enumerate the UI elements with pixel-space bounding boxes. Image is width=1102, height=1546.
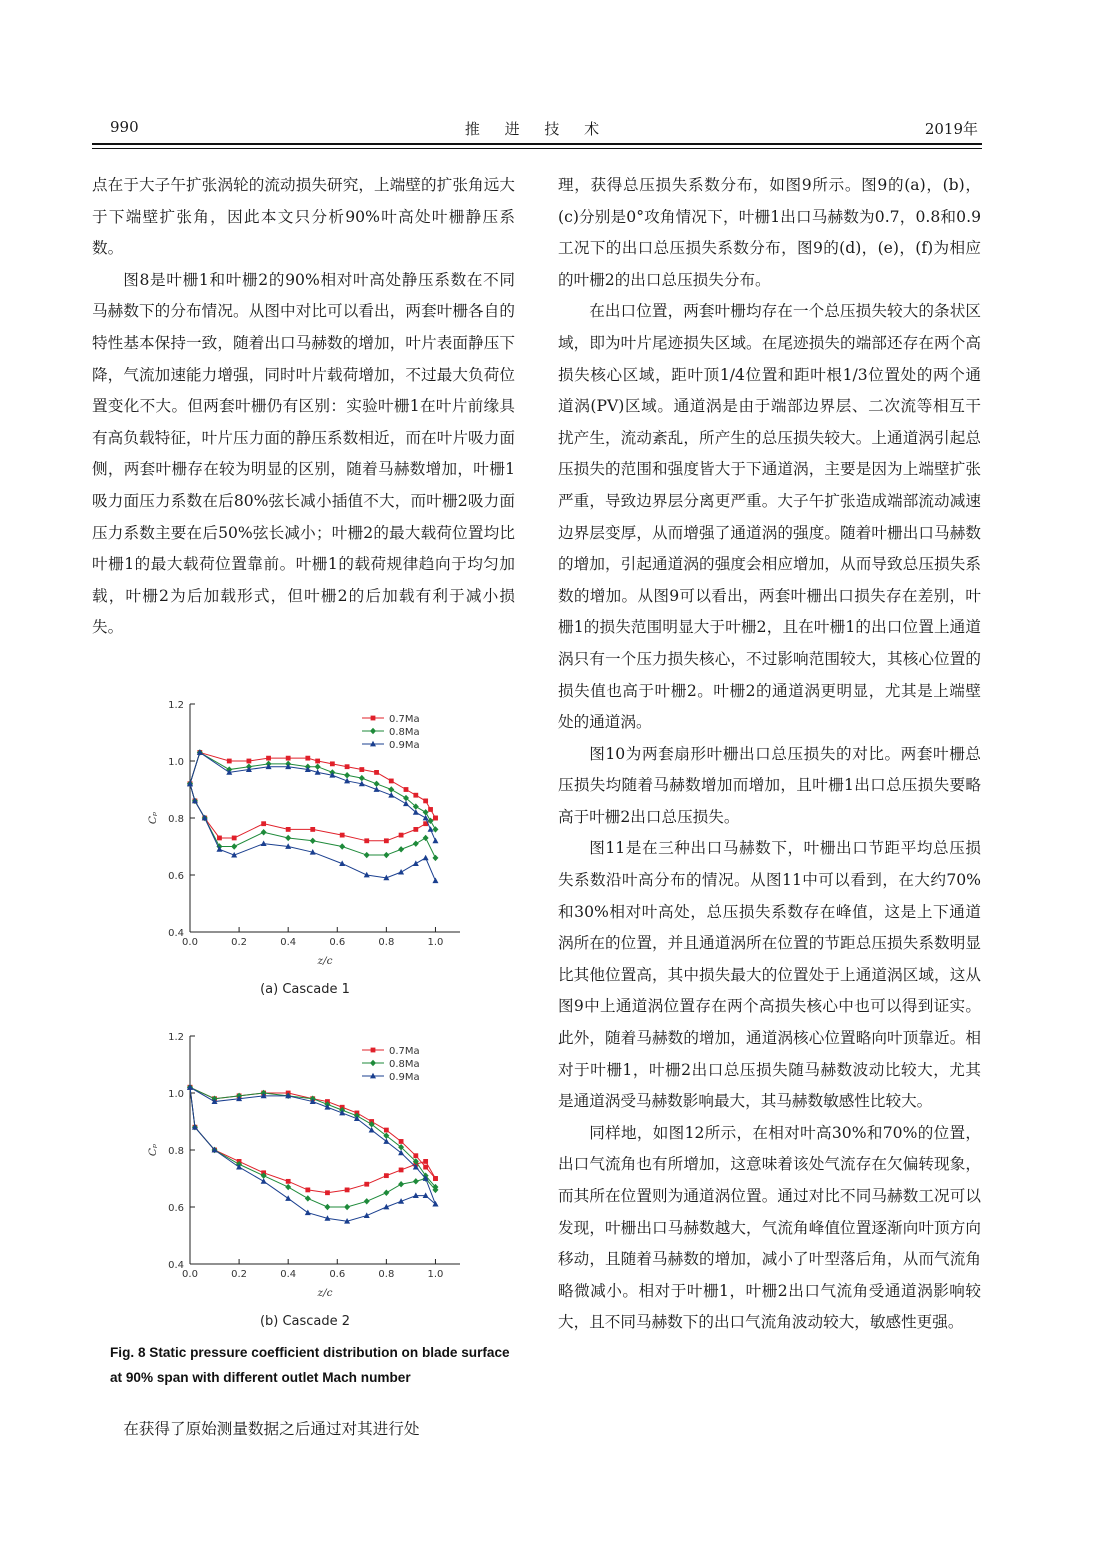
chart-a-series-2-point bbox=[374, 781, 380, 787]
chart-a-series-1-point bbox=[413, 827, 418, 832]
chart-a-series-2-point bbox=[388, 786, 394, 792]
chart-b-series-1-point bbox=[399, 1139, 404, 1144]
chart-a-subtitle: (a) Cascade 1 bbox=[260, 982, 350, 997]
chart-b-series-2-point bbox=[324, 1204, 330, 1210]
chart-a-series-1-point bbox=[266, 756, 271, 761]
chart-a-legend-label-3: 0.9Ma bbox=[389, 740, 420, 751]
chart-a-series-1-point bbox=[232, 836, 237, 841]
left-column bbox=[92, 170, 515, 644]
chart-a-series-2-point bbox=[315, 764, 321, 770]
chart-a bbox=[130, 692, 480, 972]
chart-b-series-3-point bbox=[285, 1195, 291, 1201]
chart-a-series-2-point bbox=[231, 843, 237, 849]
right-paragraph-2: 在出口位置，两套叶栅均存在一个总压损失较大的条状区域，即为叶片尾迹损失区域。在尾迹损失的端部还存在两个高损失核心区域，距叶顶1/4位置和距叶根1/3位置处的两个通道涡(PV)区域。通道涡是由于端部边界层、二次流等相互干扰产生，流动紊乱，所产生的总压损失较大。上通道涡引起总压损失的范围和强度皆大于下通道涡，主要是因为上端壁扩张严重，导致边界层分离更严重。大子午扩张造成端部流动减速边界层变厚，从而增强了通道涡的强度。随着叶栅出口马赫数的增加，引起通道涡的强度会相应增加，从而导致总压损失系数的增加。从图9可以看出，两套叶栅出口损失存在差别，叶栅1的损失范围明显大于叶栅2，且在叶栅1的出口位置上通道涡只有一个压力损失核心，不过影响范围较大，其核心位置的损失值也高于叶栅2。叶栅2的通道涡更明显，尤其是上端壁处的通道涡。 bbox=[558, 302, 981, 732]
chart-b-legend-label-2: 0.8Ma bbox=[389, 1059, 420, 1070]
chart-a-series-1-point bbox=[330, 761, 335, 766]
running-header bbox=[92, 116, 982, 142]
chart-a-svg bbox=[130, 692, 480, 972]
chart-b-ytick-label: 0.6 bbox=[168, 1203, 184, 1214]
chart-b-series-1-point bbox=[423, 1165, 428, 1170]
chart-b bbox=[130, 1024, 480, 1304]
chart-b-x-label: z/c bbox=[317, 1287, 333, 1299]
chart-a-ytick-label: 0.8 bbox=[168, 814, 184, 825]
chart-a-series-1-point bbox=[433, 816, 438, 821]
chart-a-series-2-point bbox=[364, 852, 370, 858]
chart-a-series-1-point bbox=[423, 799, 428, 804]
chart-b-xtick-label: 0.2 bbox=[231, 1269, 248, 1280]
chart-b-series-1-point bbox=[384, 1128, 389, 1133]
chart-a-series-1-point bbox=[227, 759, 232, 764]
left-paragraph-1: 点在于大子午扩张涡轮的流动损失研究，上端壁的扩张角远大于下端壁扩张角，因此本文只分析90%叶高处叶栅静压系数。 bbox=[92, 176, 515, 258]
chart-a-series-3-point bbox=[261, 840, 267, 846]
chart-b-series-1-point bbox=[399, 1168, 404, 1173]
chart-a-series-3-point bbox=[413, 860, 419, 866]
chart-a-series-2-point bbox=[285, 835, 291, 841]
chart-a-y-label: Cₚ bbox=[147, 811, 159, 825]
chart-a-series-1-point bbox=[261, 821, 266, 826]
header-rule-thick bbox=[92, 143, 982, 145]
chart-b-series-1-point bbox=[325, 1190, 330, 1195]
right-paragraph-3: 图10为两套扇形叶栅出口总压损失的对比。两套叶栅总压损失均随着马赫数增加而增加，且叶栅1出口总压损失要略高于叶栅2出口总压损失。 bbox=[558, 744, 981, 826]
chart-a-series-1-point bbox=[305, 756, 310, 761]
chart-a-series-1-point bbox=[310, 827, 315, 832]
chart-a-series-2-point bbox=[428, 818, 434, 824]
chart-b-series-2-point bbox=[364, 1198, 370, 1204]
chart-a-series-1-point bbox=[359, 767, 364, 772]
chart-a-series-1-point bbox=[364, 838, 369, 843]
chart-a-xtick-label: 0.8 bbox=[378, 937, 395, 948]
chart-a-series-2-point bbox=[261, 829, 267, 835]
chart-a-xtick-label: 1.0 bbox=[427, 937, 444, 948]
chart-a-series-2-lower-line bbox=[190, 784, 435, 858]
chart-b-series-2-point bbox=[305, 1195, 311, 1201]
chart-b-xtick-label: 0.0 bbox=[182, 1269, 198, 1280]
chart-a-series-1-upper-line bbox=[190, 752, 435, 818]
chart-a-series-1-point bbox=[428, 807, 433, 812]
chart-b-series-1-point bbox=[433, 1176, 438, 1181]
chart-b-xtick-label: 0.8 bbox=[378, 1269, 395, 1280]
chart-b-ytick-label: 0.8 bbox=[168, 1146, 184, 1157]
chart-a-series-1-lower-line bbox=[190, 784, 435, 841]
chart-b-series-1-point bbox=[345, 1188, 350, 1193]
chart-b-series-1-point bbox=[423, 1159, 428, 1164]
chart-b-svg bbox=[130, 1024, 480, 1304]
chart-b-series-1-point bbox=[286, 1179, 291, 1184]
chart-a-series-2-point bbox=[339, 843, 345, 849]
chart-a-series-3-point bbox=[403, 801, 409, 807]
chart-a-series-1-point bbox=[374, 770, 379, 775]
chart-a-series-1-point bbox=[389, 779, 394, 784]
left-paragraph-2: 图8是叶栅1和叶栅2的90%相对叶高处静压系数在不同马赫数下的分布情况。从图中对比可以看出，两套叶栅各自的特性基本保持一致，随着出口马赫数的增加，叶片表面静压下降，气流加速能力增强，同时叶片载荷增加，不过最大负荷位置变化不大。但两套叶栅仍有区别：实验叶栅1在叶片前缘具有高负载特征，叶片压力面的静压系数相近，而在叶片吸力面侧，两套叶栅存在较为明显的区别，随着马赫数增加，叶栅1吸力面压力系数在后80%弦长减小插值不大，而叶栅2吸力面压力系数主要在后50%弦长减小；叶栅2的最大载荷位置均比叶栅1的最大载荷位置靠前。叶栅1的载荷规律趋向于均匀加载，叶栅2为后加载形式，但叶栅2的后加载有利于减小损失。 bbox=[92, 270, 515, 637]
chart-b-series-2-point bbox=[383, 1190, 389, 1196]
left-bottom-text: 在获得了原始测量数据之后通过对其进行处 bbox=[123, 1420, 420, 1438]
chart-b-xtick-label: 0.6 bbox=[329, 1269, 346, 1280]
chart-b-series-1-point bbox=[413, 1153, 418, 1158]
chart-b-series-3-point bbox=[369, 1127, 375, 1133]
chart-a-series-2-point bbox=[432, 855, 438, 861]
chart-b-series-3-point bbox=[305, 1210, 311, 1216]
chart-b-xtick-label: 0.4 bbox=[280, 1269, 297, 1280]
chart-a-series-1-point bbox=[399, 833, 404, 838]
chart-a-series-1-point bbox=[404, 787, 409, 792]
chart-b-series-1-point bbox=[364, 1182, 369, 1187]
chart-b-xtick-label: 1.0 bbox=[427, 1269, 444, 1280]
chart-a-series-1-point bbox=[340, 833, 345, 838]
chart-a-series-3-point bbox=[432, 878, 438, 884]
chart-a-series-2-point bbox=[310, 838, 316, 844]
figure-caption: Fig. 8 Static pressure coefficient distribution on blade surface at 90% span with different outlet Mach number bbox=[110, 1345, 510, 1385]
chart-a-series-2-point bbox=[383, 852, 389, 858]
chart-b-series-1-point bbox=[305, 1188, 310, 1193]
chart-a-xtick-label: 0.2 bbox=[231, 937, 248, 948]
journal-year: 2019年 bbox=[924, 120, 978, 138]
chart-a-series-1-point bbox=[413, 793, 418, 798]
chart-a-series-1-point bbox=[286, 756, 291, 761]
chart-a-series-2-point bbox=[413, 840, 419, 846]
chart-a-series-2-point bbox=[344, 772, 350, 778]
chart-b-subtitle: (b) Cascade 2 bbox=[259, 1314, 351, 1329]
header-rule-thin bbox=[92, 148, 982, 149]
chart-a-legend-marker-2 bbox=[370, 728, 376, 734]
chart-a-ytick-label: 1.2 bbox=[168, 700, 184, 711]
chart-a-series-3-point bbox=[398, 869, 404, 875]
chart-b-legend-marker-1 bbox=[371, 1048, 376, 1053]
chart-a-series-2-point bbox=[398, 846, 404, 852]
chart-a-series-3-point bbox=[423, 855, 429, 861]
chart-b-legend-label-1: 0.7Ma bbox=[389, 1046, 420, 1057]
chart-a-series-3-point bbox=[364, 872, 370, 878]
chart-b-legend-label-3: 0.9Ma bbox=[389, 1072, 420, 1083]
chart-a-series-2-point bbox=[423, 809, 429, 815]
chart-a-series-2-upper-line bbox=[190, 752, 435, 829]
chart-a-xtick-label: 0.4 bbox=[280, 937, 297, 948]
chart-a-series-3-point bbox=[428, 826, 434, 832]
left-column-bottom bbox=[92, 1414, 515, 1446]
chart-a-series-3-point bbox=[432, 838, 438, 844]
chart-a-series-1-point bbox=[217, 836, 222, 841]
chart-a-ytick-label: 0.4 bbox=[168, 928, 184, 939]
chart-a-series-1-point bbox=[315, 759, 320, 764]
chart-b-series-2-point bbox=[413, 1178, 419, 1184]
chart-b-ytick-label: 1.2 bbox=[168, 1032, 184, 1043]
chart-b-series-2-point bbox=[398, 1181, 404, 1187]
chart-a-legend-label-1: 0.7Ma bbox=[389, 714, 420, 725]
chart-b-ytick-label: 0.4 bbox=[168, 1260, 184, 1271]
chart-a-series-1-point bbox=[247, 759, 252, 764]
page-number: 990 bbox=[110, 118, 139, 136]
chart-b-ytick-label: 1.0 bbox=[168, 1089, 184, 1100]
right-paragraph-5: 同样地，如图12所示，在相对叶高30%和70%的位置，出口气流角也有所增加，这意味着该处气流存在欠偏转现象，而其所在位置则为通道涡位置。通过对比不同马赫数工况可以发现，叶栅出口马赫数越大，气流角峰值位置逐渐向叶顶方向移动，且随着马赫数的增加，减小了叶型落后角，从而气流角略微减小。相对于叶栅1，叶栅2出口气流角受通道涡影响较大，且不同马赫数下的出口气流角波动较大，敏感性更强。 bbox=[558, 1123, 981, 1332]
chart-b-series-2-point bbox=[344, 1204, 350, 1210]
chart-b-y-label: Cₚ bbox=[147, 1143, 159, 1157]
chart-a-series-3-lower-line bbox=[190, 784, 435, 881]
chart-b-series-3-point bbox=[383, 1138, 389, 1144]
chart-a-xtick-label: 0.0 bbox=[182, 937, 198, 948]
right-paragraph-4: 图11是在三种出口马赫数下，叶栅出口节距平均总压损失系数沿叶高分布的情况。从图11中可以看到，在大约70%和30%相对叶高处，总压损失系数存在峰值，这是上下通道涡所在的位置，并且通道涡所在位置的节距总压损失系数明显比其他位置高，其中损失最大的位置处于上通道涡区域，这从图9中上通道涡位置存在两个高损失核心中也可以得到证实。此外，随着马赫数的增加，通道涡核心位置略向叶顶靠近。相对于叶栅1，叶栅2出口总压损失随马赫数波动比较大，尤其是通道涡受马赫数影响最大，其马赫数敏感性比较大。 bbox=[558, 839, 981, 1111]
chart-a-ytick-label: 1.0 bbox=[168, 757, 184, 768]
chart-b-series-3-point bbox=[261, 1178, 267, 1184]
chart-a-legend-marker-1 bbox=[371, 716, 376, 721]
chart-a-ytick-label: 0.6 bbox=[168, 871, 184, 882]
chart-b-series-3-point bbox=[398, 1150, 404, 1156]
right-paragraph-1: 理，获得总压损失系数分布，如图9所示。图9的(a)，(b)，(c)分别是0°攻角情况下，叶栅1出口马赫数为0.7，0.8和0.9工况下的出口总压损失系数分布，图9的(d)，(e)，(f)为相应的叶栅2的出口总压损失分布。 bbox=[558, 176, 981, 289]
chart-b-series-2-point bbox=[285, 1184, 291, 1190]
chart-a-series-1-point bbox=[345, 764, 350, 769]
chart-a-series-1-point bbox=[286, 827, 291, 832]
chart-a-series-2-point bbox=[423, 835, 429, 841]
right-column bbox=[558, 170, 981, 1339]
chart-a-x-label: z/c bbox=[317, 955, 333, 967]
chart-b-series-1-point bbox=[384, 1173, 389, 1178]
chart-a-series-1-point bbox=[384, 838, 389, 843]
chart-a-legend-label-2: 0.8Ma bbox=[389, 727, 420, 738]
chart-a-xtick-label: 0.6 bbox=[329, 937, 346, 948]
chart-b-legend-marker-2 bbox=[370, 1060, 376, 1066]
journal-title: 推 进 技 术 bbox=[464, 120, 610, 138]
chart-a-series-2-point bbox=[359, 775, 365, 781]
